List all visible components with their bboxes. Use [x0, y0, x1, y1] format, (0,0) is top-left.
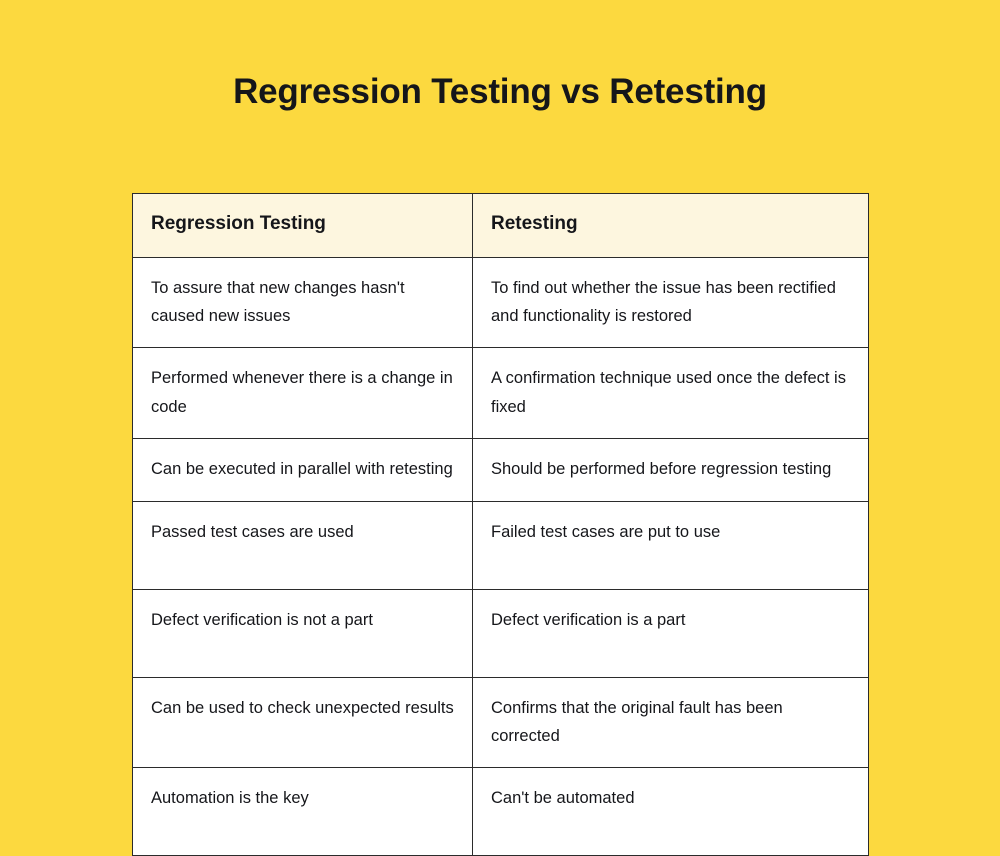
cell-retesting: Defect verification is a part: [473, 589, 869, 677]
table-body: [133, 257, 869, 856]
cell-retesting: To find out whether the issue has been rectified and functionality is restored: [473, 257, 869, 348]
table-row: [133, 768, 869, 856]
column-header-regression-testing: Regression Testing: [133, 194, 473, 258]
cell-regression: To assure that new changes hasn't caused new issues: [133, 257, 473, 348]
cell-regression: Defect verification is not a part: [133, 589, 473, 677]
cell-regression: Automation is the key: [133, 768, 473, 856]
cell-retesting: Should be performed before regression testing: [473, 439, 869, 501]
cell-regression: Can be used to check unexpected results: [133, 677, 473, 768]
cell-retesting: Failed test cases are put to use: [473, 501, 869, 589]
column-header-retesting: Retesting: [473, 194, 869, 258]
comparison-table: [132, 193, 869, 856]
comparison-table-container: [132, 193, 868, 856]
table-row: [133, 257, 869, 348]
table-row: [133, 439, 869, 501]
table-row: [133, 589, 869, 677]
table-head: [133, 194, 869, 258]
cell-retesting: Can't be automated: [473, 768, 869, 856]
cell-regression: Can be executed in parallel with retesting: [133, 439, 473, 501]
cell-regression: Performed whenever there is a change in code: [133, 348, 473, 439]
cell-retesting: Confirms that the original fault has been corrected: [473, 677, 869, 768]
table-row: [133, 348, 869, 439]
table-row: [133, 501, 869, 589]
page-title: Regression Testing vs Retesting: [233, 72, 767, 111]
table-header-row: [133, 194, 869, 258]
cell-regression: Passed test cases are used: [133, 501, 473, 589]
table-row: [133, 677, 869, 768]
cell-retesting: A confirmation technique used once the defect is fixed: [473, 348, 869, 439]
